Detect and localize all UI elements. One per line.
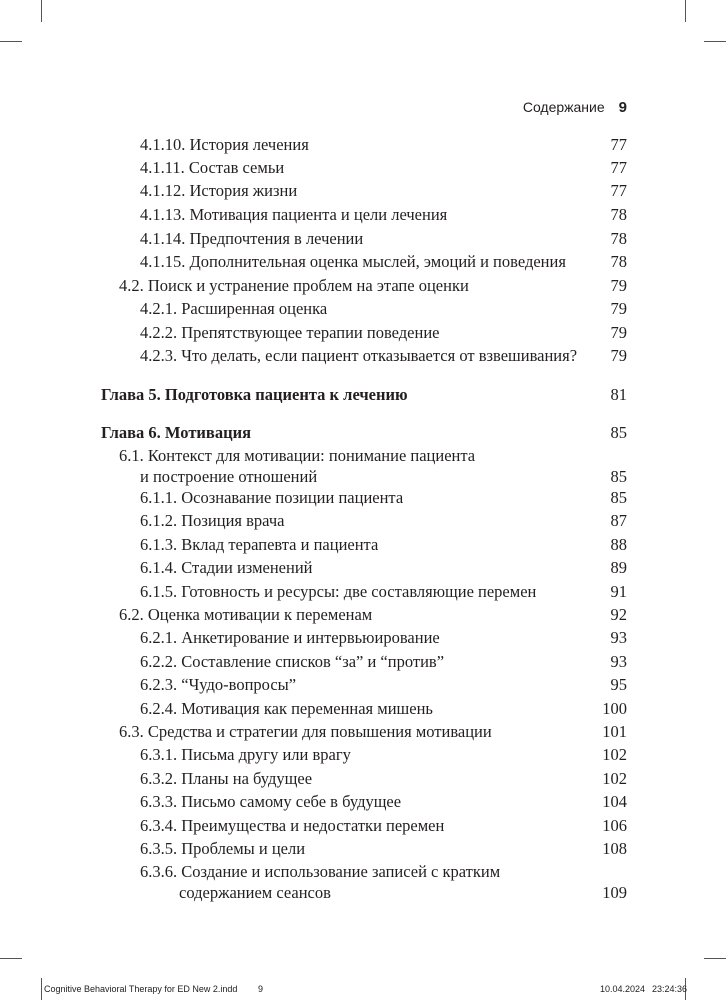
toc-page-number: 106 — [602, 816, 627, 835]
crop-mark — [0, 41, 22, 42]
toc-entry-title: 4.2. Поиск и устранение проблем на этапе оценки — [119, 276, 469, 295]
toc-page-number: 91 — [610, 582, 627, 601]
toc-page-number: 109 — [602, 883, 627, 902]
running-header — [523, 99, 627, 116]
toc-entry-title: 6.1. Контекст для мотивации: понимание пациента — [119, 446, 476, 465]
toc-page-number: 89 — [610, 558, 627, 577]
toc-entry-title: 6.2.4. Мотивация как переменная мишень — [140, 699, 433, 718]
toc-page-number: 102 — [602, 745, 627, 764]
toc-page-number: 85 — [610, 488, 627, 507]
toc-entry-title: 6.3.3. Письмо самому себе в будущее — [140, 792, 402, 811]
toc-entry-title: 6.1.3. Вклад терапевта и пациента — [140, 535, 379, 554]
toc-page-number: 100 — [602, 699, 627, 718]
toc-page-number: 79 — [610, 323, 627, 342]
header-page-number: 9 — [618, 99, 627, 116]
header-section-title: Содержание — [522, 99, 605, 115]
toc-entry-title: 4.1.10. История лечения — [140, 135, 309, 154]
toc-page-number: 108 — [602, 839, 627, 858]
toc-entry-title: 6.2.3. “Чудо-вопросы” — [140, 675, 297, 694]
toc-page-number: 77 — [610, 135, 627, 154]
toc-entry-title: 4.1.12. История жизни — [140, 181, 298, 200]
toc-entry-title: 6.2. Оценка мотивации к переменам — [119, 605, 373, 624]
slug-date: 10.04.2024 — [600, 984, 646, 994]
toc-page-number: 101 — [602, 722, 627, 741]
toc-entry-title: 4.1.13. Мотивация пациента и цели лечения — [140, 205, 448, 224]
slug-page: 9 — [258, 984, 264, 994]
toc-page-number: 79 — [610, 346, 627, 365]
toc-entry-title: 6.1.5. Готовность и ресурсы: две составляющие перемен — [140, 582, 537, 601]
toc-entry-title: 6.3. Средства и стратегии для повышения мотивации — [119, 722, 492, 741]
toc-page-number: 77 — [610, 158, 627, 177]
toc-entry-title: 6.1.4. Стадии изменений — [140, 558, 313, 577]
toc-entry-title: 6.3.2. Планы на будущее — [140, 769, 313, 788]
toc-chapter-title: Глава 6. Мотивация — [101, 423, 252, 442]
toc-page-number: 88 — [610, 535, 627, 554]
toc-page-number: 79 — [610, 276, 627, 295]
toc-page-number: 79 — [610, 299, 627, 318]
toc-page-number: 81 — [610, 385, 627, 404]
toc-entry-title: 6.2.2. Составление списков “за” и “против” — [140, 652, 445, 671]
toc-entry-title: 4.2.3. Что делать, если пациент отказывается от взвешивания? — [140, 346, 578, 365]
crop-mark — [704, 958, 726, 959]
toc-entry-title-continued: и построение отношений — [140, 467, 318, 486]
toc-entry-title: 4.2.1. Расширенная оценка — [140, 299, 328, 318]
crop-mark — [704, 41, 726, 42]
toc-entry-title: 4.2.2. Препятствующее терапии поведение — [140, 323, 440, 342]
toc-entry-title: 6.3.4. Преимущества и недостатки перемен — [140, 816, 445, 835]
toc-page-number: 78 — [610, 229, 627, 248]
toc-entry-title-continued: содержанием сеансов — [179, 883, 331, 902]
toc-entry-title: 6.2.1. Анкетирование и интервьюирование — [140, 628, 440, 647]
toc-page-number: 87 — [610, 511, 627, 530]
crop-mark — [685, 0, 686, 22]
toc-chapter-title: Глава 5. Подготовка пациента к лечению — [101, 385, 408, 404]
slug-filename: Cognitive Behavioral Therapy for ED New 2.indd — [44, 984, 238, 994]
toc-page-number: 85 — [610, 423, 627, 442]
toc-page-number: 93 — [610, 652, 627, 671]
toc-entry-title: 4.1.14. Предпочтения в лечении — [140, 229, 364, 248]
toc-page-number: 93 — [610, 628, 627, 647]
crop-mark — [41, 0, 42, 22]
toc-page-number: 92 — [610, 605, 627, 624]
crop-mark — [0, 958, 22, 959]
toc-entry-title: 6.1.2. Позиция врача — [140, 511, 285, 530]
toc-entry-title: 6.1.1. Осознавание позиции пациента — [140, 488, 404, 507]
toc-entry-title: 4.1.11. Состав семьи — [140, 158, 285, 177]
toc-page-number: 78 — [610, 252, 627, 271]
toc-page-number: 78 — [610, 205, 627, 224]
toc-entry-title: 6.3.1. Письма другу или врагу — [140, 745, 351, 764]
toc-page-number: 95 — [610, 675, 627, 694]
slug-time: 23:24:36 — [652, 984, 688, 994]
toc-page-number: 77 — [610, 181, 627, 200]
toc-page-number: 85 — [610, 467, 627, 486]
toc-entry-title: 4.1.15. Дополнительная оценка мыслей, эмоций и поведения — [140, 252, 566, 271]
toc-entry-title: 6.3.6. Создание и использование записей с кратким — [140, 862, 501, 881]
toc-page-number: 102 — [602, 769, 627, 788]
toc-entry-title: 6.3.5. Проблемы и цели — [140, 839, 306, 858]
crop-mark — [41, 978, 42, 1000]
toc-page-number: 104 — [602, 792, 627, 811]
